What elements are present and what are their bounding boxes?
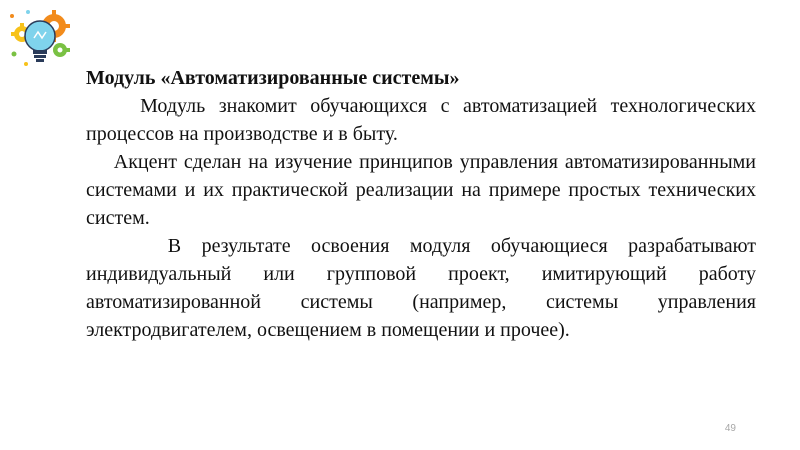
paragraph-2 bbox=[86, 148, 756, 232]
paragraph-3 bbox=[86, 232, 756, 344]
paragraph-3-text: В результате освоения модуля обучающиеся разрабатывают индивидуальный или групповой проект, имитирующий работу автоматизированной системы (например, системы управления электродвигателем, освещением в помещении и прочее). bbox=[86, 235, 757, 341]
page-number: 49 bbox=[724, 423, 736, 434]
lightbulb-gears-icon bbox=[4, 4, 76, 76]
lightbulb-icon bbox=[25, 21, 55, 62]
slide-content bbox=[86, 64, 756, 344]
paragraph-1-text: Модуль знакомит обучающихся с автоматизацией технологических процессов на производстве и в быту. bbox=[86, 95, 756, 145]
gear-green-icon bbox=[53, 43, 70, 57]
paragraph-2-text: Акцент сделан на изучение принципов управления автоматизированными системами и их практической реализации на примере простых технических систем. bbox=[86, 151, 757, 229]
slide-title: Модуль «Автоматизированные системы» bbox=[86, 67, 460, 89]
lightbulb-gears-logo bbox=[4, 4, 76, 76]
paragraph-1 bbox=[86, 92, 756, 148]
